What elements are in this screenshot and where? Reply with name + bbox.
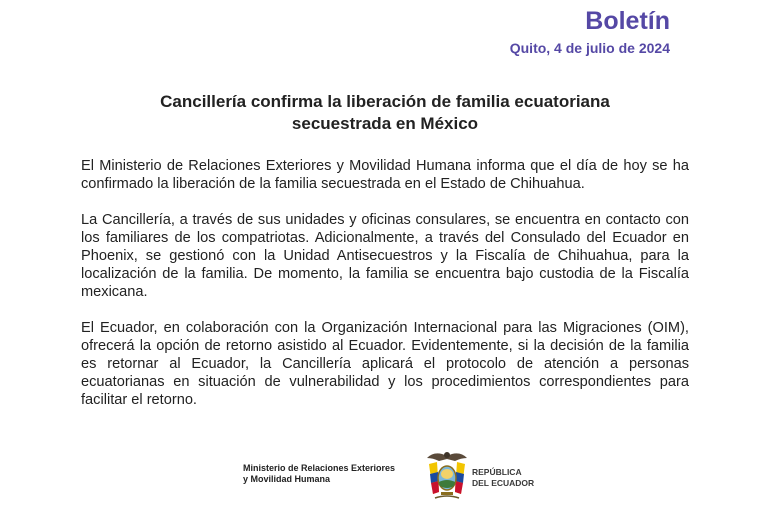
bulletin-title: Boletín <box>585 7 670 35</box>
bulletin-date: Quito, 4 de julio de 2024 <box>509 40 670 56</box>
bulletin-body <box>81 157 689 427</box>
footer <box>0 448 768 512</box>
paragraph-3: El Ecuador, en colaboración con la Organización Internacional para las Migraciones (OIM), ofrecerá la opción de retorno asistido al Ecuador. Evidentemente, si la decisión de la familia es retornar al Ecuador, la Cancillería aplicará el protocolo de atención a personas ecuatorianas en situación de vulnerabilidad y los procedimientos correspondientes para facilitar el retorno. <box>81 320 689 408</box>
republic-label <box>472 467 534 489</box>
paragraph-2: La Cancillería, a través de sus unidades y oficinas consulares, se encuentra en contacto con los familiares de los compatriotas. Adicionalmente, a través del Consulado del Ecuador en Phoenix, se gestionó con la Unidad Antisecuestros y la Fiscalía de Chihuahua, para la localización de la familia. De momento, la familia se encuentra bajo custodia de la Fiscalía mexicana. <box>81 212 689 300</box>
republic-label-line-2: DEL ECUADOR <box>472 478 535 488</box>
ministry-name-line-2: y Movilidad Humana <box>243 474 331 484</box>
headline-line-1: Cancillería confirma la liberación de familia ecuatoriana <box>160 92 610 111</box>
republic-label-line-1: REPÚBLICA <box>472 467 522 477</box>
headline-line-2: secuestrada en México <box>291 114 479 133</box>
headline <box>80 91 690 135</box>
ministry-name-line-1: Ministerio de Relaciones Exteriores <box>243 463 396 473</box>
coat-of-arms-icon <box>425 448 469 504</box>
paragraph-1: El Ministerio de Relaciones Exteriores y Movilidad Humana informa que el día de hoy se ha confirmado la liberación de la familia secuestrada en el Estado de Chihuahua. <box>81 158 689 192</box>
ministry-name <box>243 463 395 485</box>
bulletin-header <box>510 6 670 57</box>
